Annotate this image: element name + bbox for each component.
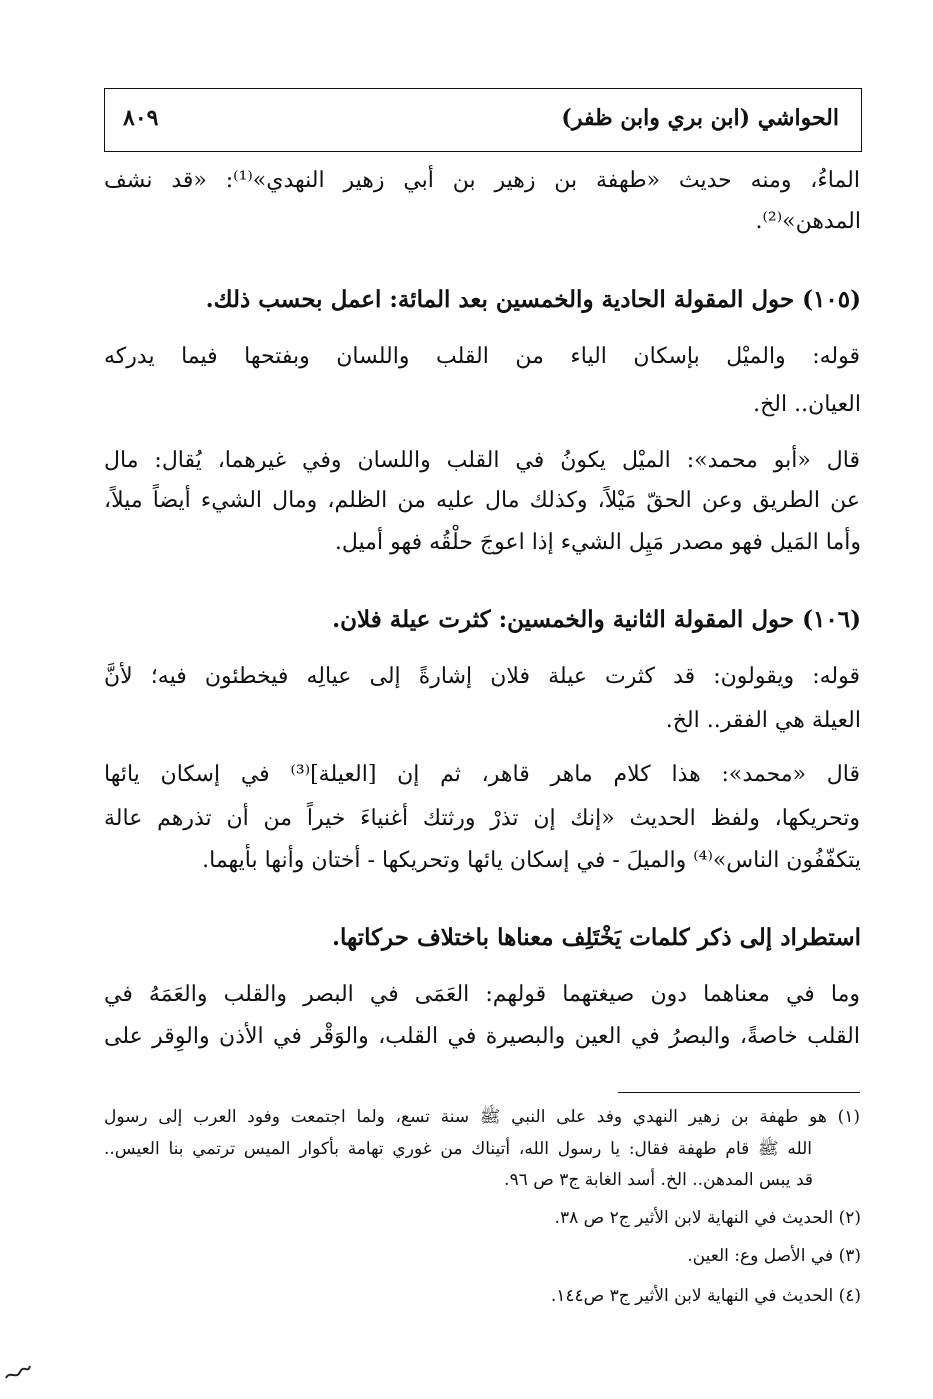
running-header <box>104 88 862 152</box>
body-line: الماءُ، ومنه حديث «طهفة بن زهير بن أبي زهير النهدي»⁽¹⁾: «قد نشف <box>104 168 860 193</box>
body-line: العيلة هي الفقر.. الخ. <box>665 708 861 733</box>
body-line: قوله: والميْل بإسكان الياء من القلب واللسان وبفتحها فيما يدركه <box>104 344 860 369</box>
footnote-line: قد يبس المدهن.. الخ. أسد الغابة ج٣ ص ٩٦. <box>504 1170 813 1190</box>
footnote-line: (١) هو طهفة بن زهير النهدي وفد على النبي ﷺ سنة تسع، ولما اجتمعت وفود العرب إلى رسول <box>104 1107 860 1127</box>
body-line: قال «محمد»: هذا كلام ماهر قاهر، ثم إن [العيلة]⁽³⁾ في إسكان يائها <box>104 762 860 787</box>
page-number: ٨٠٩ <box>123 105 159 131</box>
section-heading-106: (١٠٦) حول المقولة الثانية والخمسين: كثرت عيلة فلان. <box>332 606 861 633</box>
footnote-line: (٣) في الأصل وع: العين. <box>687 1246 861 1266</box>
footnote-line: الله ﷺ قام طهفة فقال: يا رسول الله، أتيناك من غوري تهامة بأكوار الميس ترتمي بنا العيس.. <box>104 1139 812 1159</box>
body-line: قوله: ويقولون: قد كثرت عيلة فلان إشارةً إلى عيالِه فيخطئون فيه؛ لأنَّ <box>104 664 860 689</box>
footnote-separator <box>618 1092 860 1093</box>
body-line: العيان.. الخ. <box>753 392 861 417</box>
body-line: القلب خاصةً، والبصرُ في العين والبصيرة في القلب، والوَقْر في الأذن والوِقر على <box>104 1024 860 1049</box>
section-heading-105: (١٠٥) حول المقولة الحادية والخمسين بعد المائة: اعمل بحسب ذلك. <box>205 286 861 313</box>
body-line: وما في معناهما دون صيغتهما قولهم: العَمَى في البصر والقلب والعَمَهُ في <box>104 982 860 1007</box>
body-line: المدهن»⁽²⁾. <box>755 209 861 234</box>
corner-ink-mark <box>4 1356 32 1384</box>
running-title: الحواشي (ابن بري وابن ظفر) <box>561 105 839 131</box>
section-heading-digression: استطراد إلى ذكر كلمات يَخْتَلِف معناها باختلاف حركاتها. <box>332 924 861 951</box>
body-line: عن الطريق وعن الحقّ مَيْلاً، وكذلك مال عليه من الظلم، ومال الشيء أيضاً ميلاً، <box>104 488 860 513</box>
footnote-line: (٢) الحديث في النهاية لابن الأثير ج٢ ص ٣٨. <box>554 1208 861 1228</box>
footnote-line: (٤) الحديث في النهاية لابن الأثير ج٣ ص١٤٤. <box>550 1286 861 1306</box>
body-line: وتحريكها، ولفظ الحديث «إنك إن تذرْ ورثتك أغنياءَ خيراً من أن تذرهم عالة <box>104 806 860 831</box>
body-line: وأما المَيل فهو مصدر مَيِل الشيء إذا اعوجَ حلْقُه فهو أميل. <box>334 530 861 555</box>
body-line: قال «أبو محمد»: الميْل يكونُ في القلب واللسان وفي غيرهما، يُقال: مال <box>104 448 860 473</box>
body-line: يتكفّفُون الناس»⁽⁴⁾ والميلَ - في إسكان يائها وتحريكها - أختان وأنها بأيهما. <box>202 848 861 873</box>
